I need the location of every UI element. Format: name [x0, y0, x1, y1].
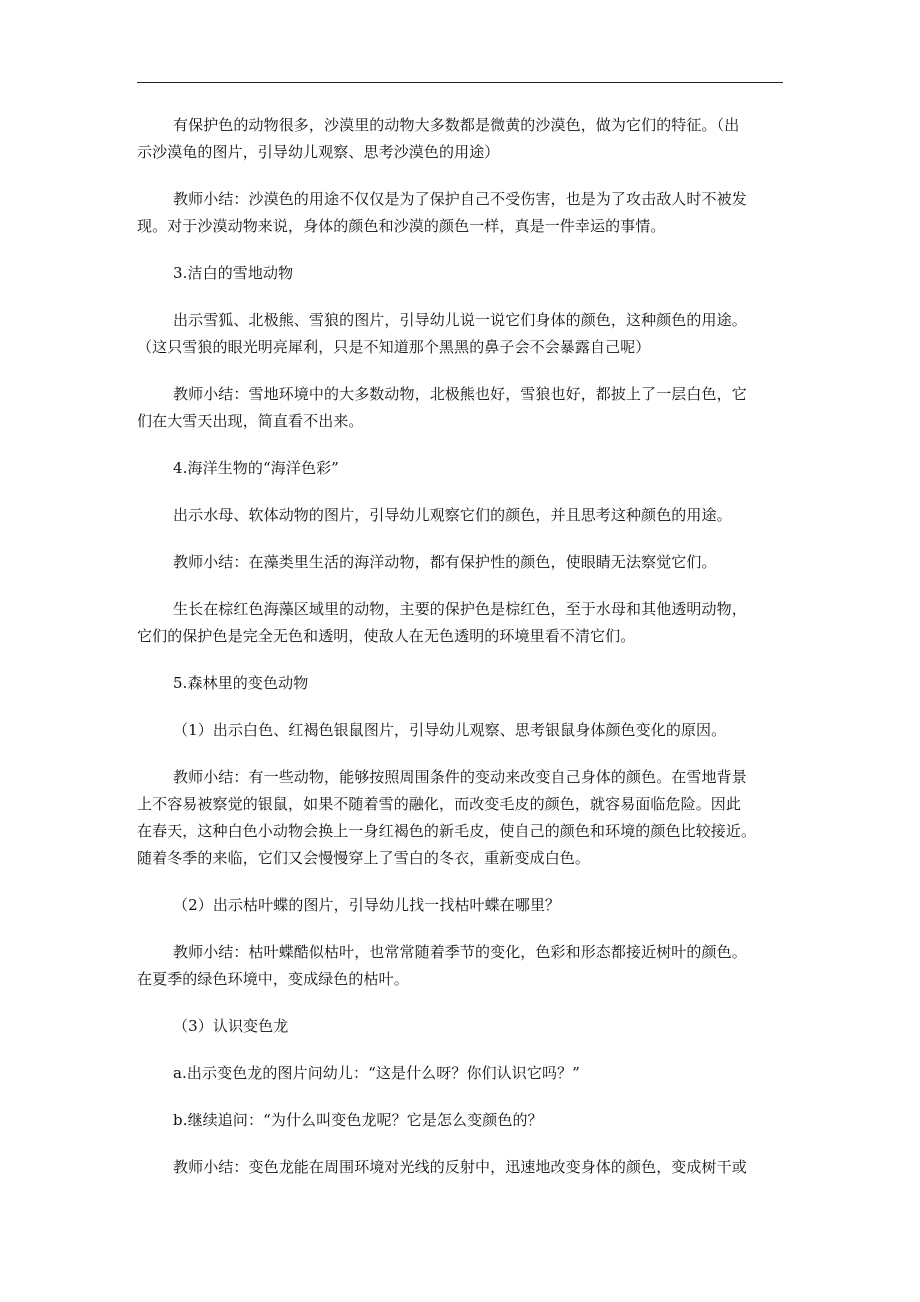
paragraph — [137, 1107, 789, 1134]
text-line: 出示雪狐、北极熊、雪狼的图片，引导幼儿说一说它们身体的颜色，这种颜色的用途。 — [173, 311, 747, 329]
text-line: b.继续追问：“为什么叫变色龙呢？它是怎么变颜色的？ — [173, 1111, 543, 1129]
heading-text: 5.森林里的变色动物 — [173, 674, 309, 692]
text-line: 教师小结：有一些动物，能够按照周围条件的变动来改变自己身体的颜色。在雪地背景 — [173, 768, 747, 786]
paragraph — [137, 502, 789, 529]
text-line: 教师小结：雪地环境中的大多数动物，北极熊也好，雪狼也好，都披上了一层白色，它 — [173, 385, 747, 403]
paragraph — [137, 186, 789, 240]
text-line: 有保护色的动物很多，沙漠里的动物大多数都是微黄的沙漠色，做为它们的特征。（出 — [173, 116, 740, 134]
text-line: 教师小结：在藻类里生活的海洋动物，都有保护性的颜色，使眼睛无法察觉它们。 — [173, 553, 717, 571]
paragraph — [137, 112, 789, 166]
text-line: 它们的保护色是完全无色和透明，使敌人在无色透明的环境里看不清它们。 — [137, 627, 636, 645]
heading-text: 4.海洋生物的“海洋色彩” — [173, 459, 339, 477]
text-line: 在春天，这种白色小动物会换上一身红褐色的新毛皮，使自己的颜色和环境的颜色比较接近。 — [137, 822, 757, 840]
paragraph — [137, 1013, 789, 1040]
text-line: 上不容易被察觉的银鼠，如果不随着雪的融化，而改变毛皮的颜色，就容易面临危险。因此 — [137, 795, 742, 813]
text-line: 现。对于沙漠动物来说，身体的颜色和沙漠的颜色一样，真是一件幸运的事情。 — [137, 217, 666, 235]
paragraph — [137, 717, 789, 744]
paragraph — [137, 764, 789, 872]
paragraph — [137, 307, 789, 361]
text-line: 们在大雪天出现，简直看不出来。 — [137, 412, 364, 430]
text-line: 出示水母、软体动物的图片，引导幼儿观察它们的颜色，并且思考这种颜色的用途。 — [173, 506, 732, 524]
header-rule — [137, 82, 783, 83]
text-line: 教师小结：沙漠色的用途不仅仅是为了保护自己不受伤害，也是为了攻击敌人时不被发 — [173, 190, 747, 208]
text-line: 在夏季的绿色环境中，变成绿色的枯叶。 — [137, 970, 409, 988]
paragraph — [137, 381, 789, 435]
text-line: a.出示变色龙的图片问幼儿：“这是什么呀？你们认识它吗？” — [173, 1064, 580, 1082]
text-line: 示沙漠龟的图片，引导幼儿观察、思考沙漠色的用途） — [137, 143, 500, 161]
paragraph — [137, 549, 789, 576]
document-body — [137, 112, 789, 1181]
text-line: （这只雪狼的眼光明亮犀利，只是不知道那个黑黑的鼻子会不会暴露自己呢） — [137, 338, 651, 356]
text-line: （2）出示枯叶蝶的图片，引导幼儿找一找枯叶蝶在哪里？ — [173, 896, 561, 914]
text-line: 生长在棕红色海藻区域里的动物，主要的保护色是棕红色，至于水母和其他透明动物， — [173, 600, 747, 618]
text-line: 教师小结：变色龙能在周围环境对光线的反射中，迅速地改变身体的颜色，变成树干或 — [173, 1158, 747, 1176]
text-line: （3）认识变色龙 — [173, 1017, 289, 1035]
text-line: 教师小结：枯叶蝶酷似枯叶，也常常随着季节的变化，色彩和形态都接近树叶的颜色。 — [173, 943, 747, 961]
text-line: （1）出示白色、红褐色银鼠图片，引导幼儿观察、思考银鼠身体颜色变化的原因。 — [173, 721, 727, 739]
paragraph — [137, 1060, 789, 1087]
text-line: 随着冬季的来临，它们又会慢慢穿上了雪白的冬衣，重新变成白色。 — [137, 849, 591, 867]
section-heading — [137, 455, 789, 482]
paragraph — [137, 892, 789, 919]
paragraph — [137, 1154, 789, 1181]
paragraph — [137, 939, 789, 993]
section-heading — [137, 670, 789, 697]
section-heading — [137, 260, 789, 287]
heading-text: 3.洁白的雪地动物 — [173, 264, 294, 282]
paragraph — [137, 596, 789, 650]
